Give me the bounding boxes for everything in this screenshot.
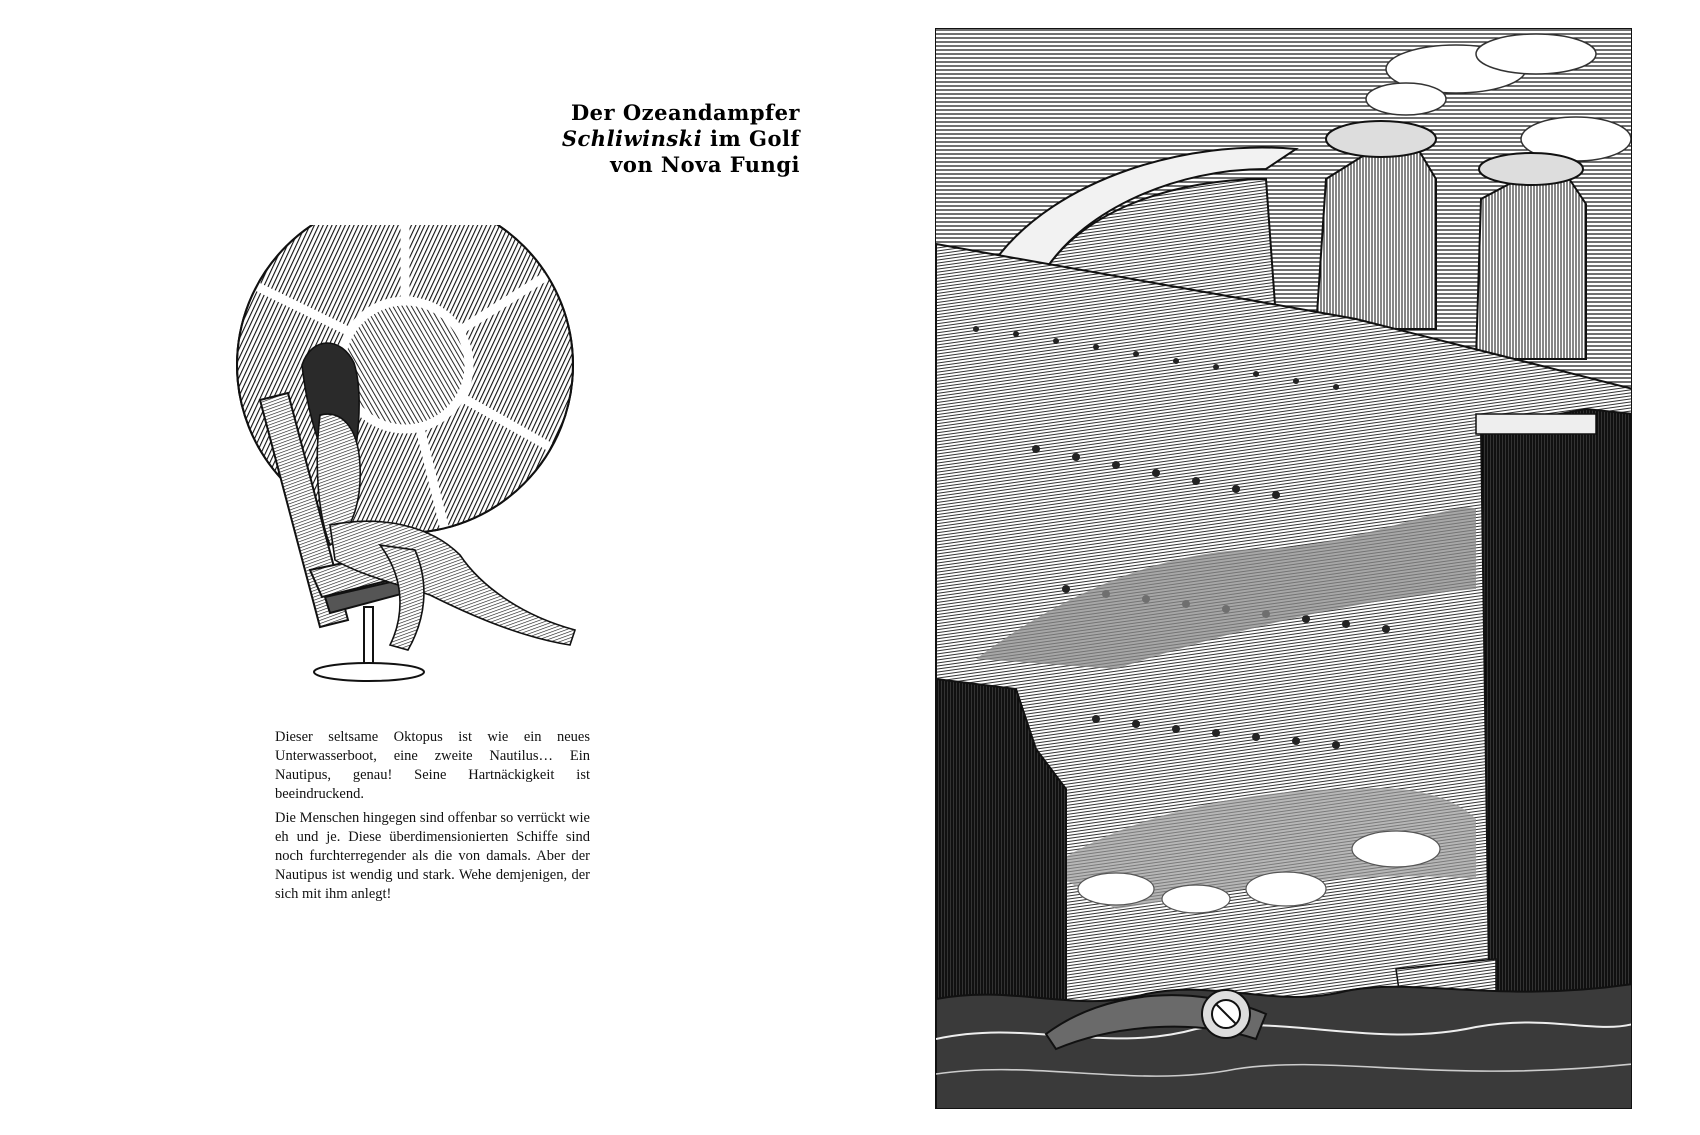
paragraph-1: Dieser seltsame Oktopus ist wie ein neues Unterwasserboot, eine zweite Nautilus… Ein Nautipus, genau! Seine Hartnäckigkeit ist beeindruckend. xyxy=(275,729,590,802)
title-line-2 xyxy=(560,126,800,152)
paragraph-2: Die Menschen hingegen sind offenbar so verrückt wie eh und je. Diese überdimensionierten Schiffe sind noch furchterregender als die von damals. Aber der Nautipus ist wendig und stark. Wehe demjenigen, der sich mit ihm anlegt! xyxy=(275,810,590,902)
ship-name: Schliwinski xyxy=(561,126,703,151)
body-text xyxy=(275,728,590,909)
title-line-3: von Nova Fungi xyxy=(610,152,800,177)
page-title xyxy=(560,100,800,178)
figure-in-chair-before-porthole-icon xyxy=(230,225,640,700)
ocean-liner-engraving-icon xyxy=(935,28,1632,1109)
title-line-1: Der Ozeandampfer xyxy=(570,100,800,125)
title-line-2-rest: im Golf xyxy=(702,126,800,151)
